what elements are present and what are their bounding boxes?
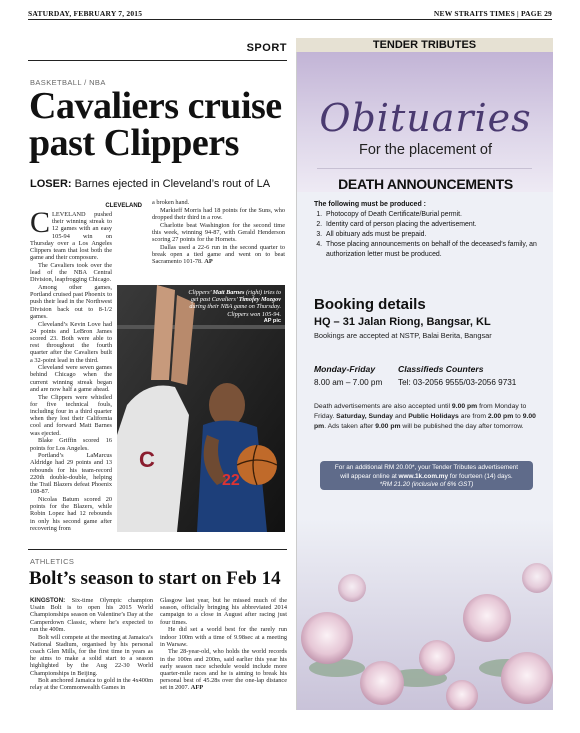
ad-heading: DEATH ANNOUNCEMENTS [338, 176, 513, 192]
paragraph: Bolt will compete at the meeting at Jamaica’s National Stadium, organised by his personal coach Glen Mills, for the first time in years as he aims to make a solid start to a season highlighted by the Aug 22-30 World Championships in Beijing. [30, 633, 153, 677]
roses-illustration [297, 518, 553, 710]
ad-subtitle: For the placement of [359, 142, 492, 158]
weekday-label: Monday-Friday [314, 364, 376, 374]
policy-text: . Ads taken after [324, 423, 376, 430]
weekday-hours: 8.00 am – 7.00 pm [314, 378, 383, 387]
caption-name: Matt Barnes [212, 289, 245, 296]
paragraph: Cleveland were seven games behind Chicago when the current winning streak began and are now half a game ahead. [30, 364, 112, 393]
story2-column-1 [30, 597, 153, 692]
policy-text: and [393, 413, 409, 420]
paragraph: Cleveland’s Kevin Love had 24 points and LeBron James scored 23. Both were able to rest throughout the fourth quarter after the Cavaliers built a 32-point lead in the third. [30, 320, 112, 364]
story2-headline: Bolt’s season to start on Feb 14 [29, 568, 281, 589]
paragraph: Among other games, Portland cruised past Phoenix to push their lead in the Northwest Division back out to 8-1/2 games. [30, 284, 112, 320]
counter-label: Classifieds Counters [398, 364, 484, 374]
subhead-text: Barnes ejected in Cleveland’s rout of LA [71, 178, 271, 190]
paragraph-text: The 28-year-old, who holds the world records in the 100m and 200m, said earlier this year his early season race schedule would include more quarter-mile races and he is aiming to break his personal best of 45.28s over the one-lap distance set in 2007. [160, 648, 287, 692]
paragraph: Nicolas Batum scored 20 points for the Blazers, while Robin Lopez had 12 rebounds in only his second game after recovering from [30, 495, 112, 532]
requirement-item: 4. Those placing announcements on behalf of the deceased’s family, an authorization letter must be produced. [324, 240, 539, 260]
section-rule [28, 60, 287, 61]
svg-text:C: C [139, 447, 155, 472]
obituaries-advertisement [296, 38, 553, 710]
story1-column-1 [30, 206, 112, 532]
paragraph: Charlotte beat Washington for the second time this week, winning 94-87, with Gerald Henderson scoring 27 points for the Hornets. [152, 221, 285, 244]
policy-time: 9.00 pm [314, 413, 536, 430]
paragraph: Markieff Morris had 18 points for the Suns, who dropped their third in a row. [152, 206, 285, 221]
issue-date: SATURDAY, FEBRUARY 7, 2015 [28, 9, 143, 18]
offer-url: www.1k.com.my [398, 472, 449, 480]
page-header [28, 6, 552, 20]
story1-headline: Cavaliers cruise past Clippers [29, 85, 282, 164]
booking-note: Bookings are accepted at NSTP, Balai Berita, Bangsar [314, 331, 492, 340]
paragraph: The Cavaliers took over the lead of the NBA Central Division, leapfrogging Chicago. [30, 261, 112, 284]
photo-credit: AP pic [263, 317, 281, 324]
online-offer-box [320, 461, 533, 490]
requirement-item: 3. All obituary ads must be prepaid. [324, 230, 539, 240]
story2-credit: AFP [190, 684, 204, 692]
policy-days: Saturday, Sunday [336, 413, 394, 420]
policy-text: will be published the day after tomorrow. [400, 423, 524, 430]
story-divider [28, 549, 287, 550]
paragraph: Glasgow last year, but he missed much of the season, officially bringing his abbreviated 2014 campaign to a close in August after racing just four times. [160, 597, 287, 626]
paper-page-label: NEW STRAITS TIMES | PAGE 29 [433, 9, 552, 18]
paragraph: He did set a world best for the rarely run indoor 100m with a time of 9.98sec at a meeting in Warsaw. [160, 626, 287, 648]
story2-column-2 [160, 597, 287, 692]
policy-text: Death advertisements are also accepted until [314, 403, 452, 410]
jersey-number: 22 [222, 472, 240, 489]
policy-text: are from [458, 413, 488, 420]
policy-time: 9.00 pm [451, 403, 478, 410]
caption-text: Clippers’ [188, 289, 213, 296]
ad-banner: TENDER TRIBUTES [296, 38, 553, 52]
paragraph [152, 244, 285, 266]
offer-text: will appear online at [340, 472, 399, 480]
requirements-title: The following must be produced : [314, 201, 426, 208]
paragraph: Bolt anchored Jamaica to gold in the 4x400m relay at the Commonwealth Games in [30, 677, 153, 692]
paragraph: The Clippers were whistled for five technical fouls, including four in a third quarter when they lost their California cool and forward Matt Barnes was ejected. [30, 393, 112, 437]
ad-title: Obituaries [319, 96, 532, 140]
game-photo [117, 285, 285, 532]
paragraph: Portland’s LaMarcus Aldridge had 29 points and 13 rebounds for his team-record 220th double-double, helping the Trail Blazers defeat Phoenix 108-87. [30, 452, 112, 496]
requirements-list [314, 200, 539, 260]
offer-line [320, 481, 533, 490]
story1-subhead [30, 178, 288, 190]
offer-line: For an additional RM 20.00*, your Tender Tributes advertisement [334, 464, 519, 471]
story2-dateline: KINGSTON: [30, 597, 66, 604]
paragraph [160, 648, 287, 691]
subhead-label: LOSER: [30, 178, 72, 190]
booking-address: HQ – 31 Jalan Riong, Bangsar, KL [314, 316, 491, 328]
story2-kicker: ATHLETICS [30, 557, 75, 566]
booking-policy [314, 402, 542, 432]
story1-column-2 [152, 199, 285, 266]
policy-days: Public Holidays [408, 413, 459, 420]
drop-cap: C [30, 206, 51, 239]
offer-line [320, 473, 533, 482]
paragraph-text: Dallas used a 22-6 run in the second quarter to break open a tied game and went on to beat Sacramento 101-78. [152, 243, 285, 266]
story1-credit: AP [204, 258, 213, 266]
paragraph-text: Six-time Olympic champion Usain Bolt is to open his 2015 World Championships season on Valentine’s Day at the Camperdown Classic, where he’s expected to run the 400m. [30, 597, 153, 633]
lead-paragraph [30, 206, 112, 262]
paragraph: Blake Griffin scored 16 points for Los Angeles. [30, 437, 112, 452]
requirement-item: 1. Photocopy of Death Certificate/Burial permit. [324, 210, 539, 220]
policy-time: 2.00 pm [487, 413, 514, 420]
caption-text: (right) tries to get past Cavaliers’ [190, 289, 281, 304]
offer-note: *RM 21.20 (inclusive of 6% GST) [379, 481, 474, 488]
policy-time: 9.00 pm [375, 423, 401, 430]
counter-phone: Tel: 03-2056 9555/03-2056 9731 [398, 378, 517, 387]
requirement-item: 2. Identity card of person placing the advertisement. [324, 220, 539, 230]
lead-text: LEVELAND pushed their winning streak to 12 games with an easy 105-94 win on Thursday over a Los Angeles Clippers team that lost both the game and their composure. [30, 211, 112, 262]
paragraph [30, 597, 153, 633]
booking-title: Booking details [314, 296, 426, 313]
story1-dateline: CLEVELAND [105, 203, 142, 209]
section-label: SPORT [246, 42, 287, 54]
policy-text: to [513, 413, 523, 420]
caption-text: during their NBA game on Thursday. Clippers won 105-94. [189, 303, 281, 318]
offer-text: for fourteen (14) days. [448, 472, 513, 480]
story1-kicker: BASKETBALL / NBA [30, 78, 106, 87]
policy-text: from Monday to Friday. [314, 403, 527, 420]
caption-name: Timofey Mozgov [238, 296, 281, 304]
paragraph: a broken hand. [152, 199, 190, 206]
photo-caption [185, 289, 281, 325]
ad-rule [317, 168, 532, 169]
